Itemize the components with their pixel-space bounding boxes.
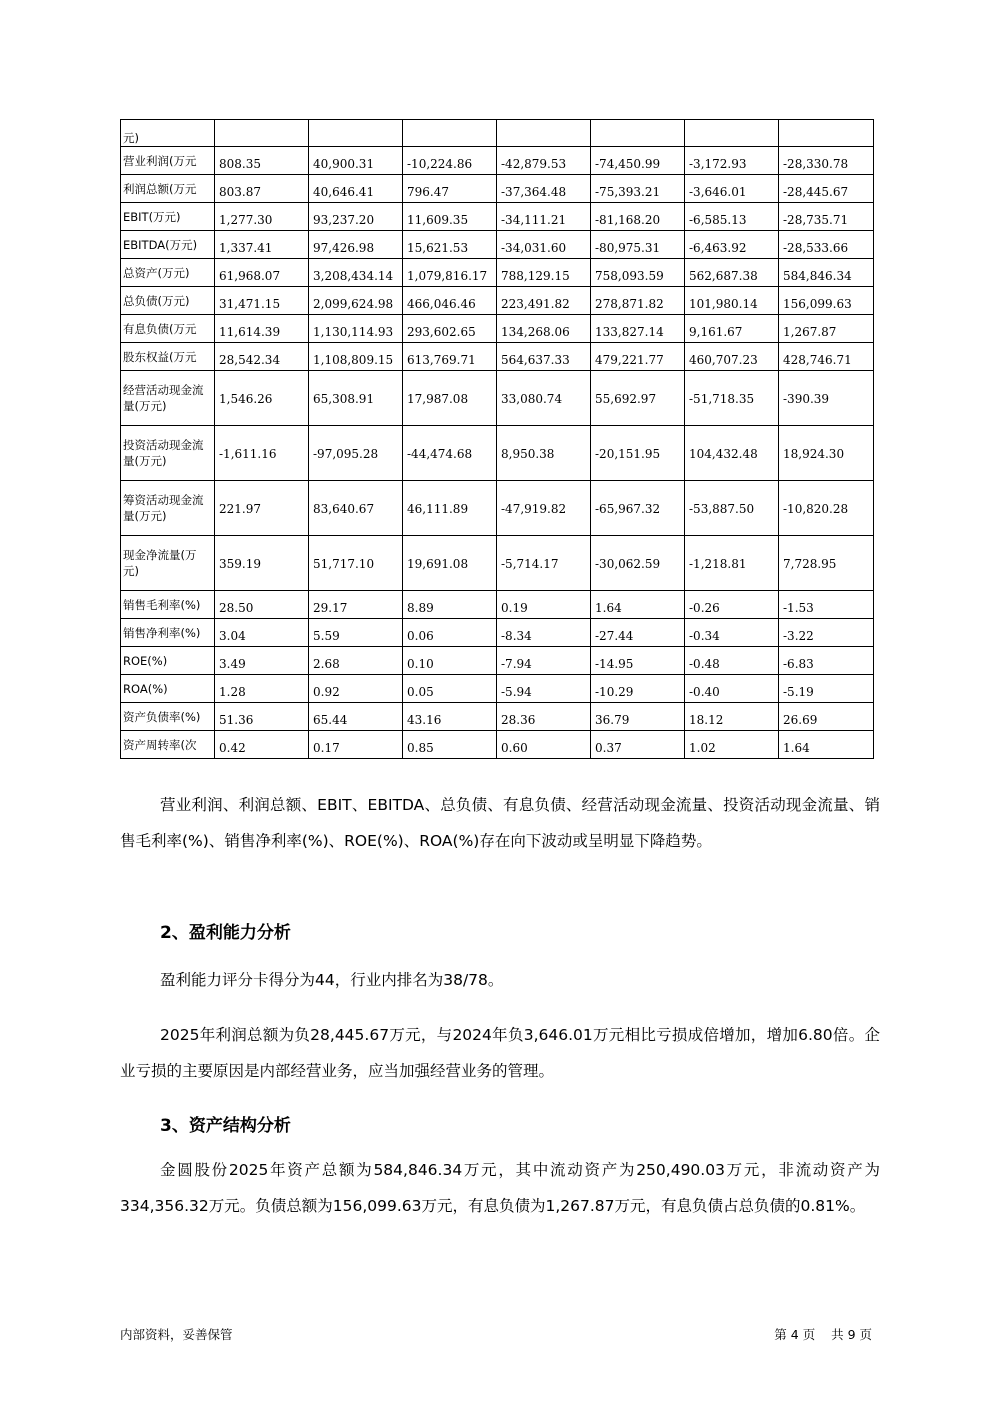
table-row xyxy=(121,287,874,315)
table-cell: -1,218.81 xyxy=(685,536,779,591)
table-cell xyxy=(403,120,497,147)
table-cell: 97,426.98 xyxy=(309,231,403,259)
table-cell: -10,224.86 xyxy=(403,147,497,175)
table-row xyxy=(121,343,874,371)
table-cell: 40,646.41 xyxy=(309,175,403,203)
table-cell: 1,277.30 xyxy=(215,203,309,231)
table-cell: 26.69 xyxy=(779,703,874,731)
section-3-paragraph-1: 金圆股份2025年资产总额为584,846.34万元，其中流动资产为250,490.03万元，非流动资产为334,356.32万元。负债总额为156,099.63万元，有息负债为1,267.87万元，有息负债占总负债的0.81%。 xyxy=(120,1161,880,1215)
table-cell: 93,237.20 xyxy=(309,203,403,231)
table-cell: 278,871.82 xyxy=(591,287,685,315)
table-cell xyxy=(497,120,591,147)
table-row xyxy=(121,371,874,426)
table-cell: 1,108,809.15 xyxy=(309,343,403,371)
row-label: 资产周转率(次 xyxy=(121,731,215,759)
table-cell: -97,095.28 xyxy=(309,426,403,481)
table-cell: -0.40 xyxy=(685,675,779,703)
table-cell: -5,714.17 xyxy=(497,536,591,591)
footer-confidential-note: 内部资料，妥善保管 xyxy=(120,1327,233,1342)
table-cell: 104,432.48 xyxy=(685,426,779,481)
table-cell: 1,079,816.17 xyxy=(403,259,497,287)
table-cell: 134,268.06 xyxy=(497,315,591,343)
table-cell: -5.19 xyxy=(779,675,874,703)
table-cell: -81,168.20 xyxy=(591,203,685,231)
table-row xyxy=(121,120,874,147)
table-cell: 28,542.34 xyxy=(215,343,309,371)
table-cell: 796.47 xyxy=(403,175,497,203)
table-cell: 18,924.30 xyxy=(779,426,874,481)
table-cell: 1,337.41 xyxy=(215,231,309,259)
table-cell xyxy=(591,120,685,147)
table-cell xyxy=(215,120,309,147)
table-cell: -44,474.68 xyxy=(403,426,497,481)
row-label: 资产负债率(%) xyxy=(121,703,215,731)
table-cell: 11,614.39 xyxy=(215,315,309,343)
table-cell: -5.94 xyxy=(497,675,591,703)
table-cell: 428,746.71 xyxy=(779,343,874,371)
row-label: 股东权益(万元 xyxy=(121,343,215,371)
row-label: ROA(%) xyxy=(121,675,215,703)
table-cell: -80,975.31 xyxy=(591,231,685,259)
table-cell: 758,093.59 xyxy=(591,259,685,287)
table-cell: -65,967.32 xyxy=(591,481,685,536)
table-row xyxy=(121,731,874,759)
table-cell: 3.49 xyxy=(215,647,309,675)
table-cell: -74,450.99 xyxy=(591,147,685,175)
table-cell: 1.64 xyxy=(779,731,874,759)
table-cell: 1,267.87 xyxy=(779,315,874,343)
table-cell: 8.89 xyxy=(403,591,497,619)
table-cell: -8.34 xyxy=(497,619,591,647)
table-cell: 51,717.10 xyxy=(309,536,403,591)
table-cell: 0.37 xyxy=(591,731,685,759)
table-cell: -47,919.82 xyxy=(497,481,591,536)
table-cell: 479,221.77 xyxy=(591,343,685,371)
table-cell: -30,062.59 xyxy=(591,536,685,591)
table-cell: 43.16 xyxy=(403,703,497,731)
table-cell: 613,769.71 xyxy=(403,343,497,371)
table-cell: 0.10 xyxy=(403,647,497,675)
table-cell: 223,491.82 xyxy=(497,287,591,315)
table-cell: -53,887.50 xyxy=(685,481,779,536)
table-cell: 584,846.34 xyxy=(779,259,874,287)
table-cell: 133,827.14 xyxy=(591,315,685,343)
table-cell: 293,602.65 xyxy=(403,315,497,343)
table-row xyxy=(121,259,874,287)
table-cell: 7,728.95 xyxy=(779,536,874,591)
table-cell: 2.68 xyxy=(309,647,403,675)
table-cell: 0.92 xyxy=(309,675,403,703)
table-cell: -28,735.71 xyxy=(779,203,874,231)
row-label: 总负债(万元) xyxy=(121,287,215,315)
row-label: 投资活动现金流量(万元) xyxy=(121,426,215,481)
table-cell: -3,172.93 xyxy=(685,147,779,175)
table-cell: -1.53 xyxy=(779,591,874,619)
table-row xyxy=(121,147,874,175)
row-label: EBIT(万元) xyxy=(121,203,215,231)
table-cell: 33,080.74 xyxy=(497,371,591,426)
table-cell: 0.42 xyxy=(215,731,309,759)
row-label: EBITDA(万元) xyxy=(121,231,215,259)
table-cell: 808.35 xyxy=(215,147,309,175)
table-cell: -6,463.92 xyxy=(685,231,779,259)
row-label: 总资产(万元) xyxy=(121,259,215,287)
table-cell: 1,130,114.93 xyxy=(309,315,403,343)
section-2-paragraph-1: 盈利能力评分卡得分为44，行业内排名为38/78。 xyxy=(160,971,504,989)
table-cell: -0.34 xyxy=(685,619,779,647)
table-cell: 101,980.14 xyxy=(685,287,779,315)
footer-page-number: 第 4 页 共 9 页 xyxy=(774,1327,872,1342)
summary-paragraph: 营业利润、利润总额、EBIT、EBITDA、总负债、有息负债、经营活动现金流量、投资活动现金流量、销售毛利率(%)、销售净利率(%)、ROE(%)、ROA(%)存在向下波动或呈明显下降趋势。 xyxy=(120,796,880,850)
table-cell: 156,099.63 xyxy=(779,287,874,315)
table-cell: 19,691.08 xyxy=(403,536,497,591)
table-cell: -0.26 xyxy=(685,591,779,619)
table-cell: 28.36 xyxy=(497,703,591,731)
table-cell: 55,692.97 xyxy=(591,371,685,426)
table-row xyxy=(121,675,874,703)
row-label: ROE(%) xyxy=(121,647,215,675)
table-cell: 3,208,434.14 xyxy=(309,259,403,287)
row-label: 筹资活动现金流量(万元) xyxy=(121,481,215,536)
table-cell: -6,585.13 xyxy=(685,203,779,231)
table-cell: 0.06 xyxy=(403,619,497,647)
table-cell: -28,445.67 xyxy=(779,175,874,203)
table-cell: -1,611.16 xyxy=(215,426,309,481)
table-row xyxy=(121,231,874,259)
table-cell: -7.94 xyxy=(497,647,591,675)
table-cell: -3.22 xyxy=(779,619,874,647)
table-cell: 83,640.67 xyxy=(309,481,403,536)
table-row xyxy=(121,591,874,619)
financial-data-table xyxy=(120,119,874,759)
table-cell: 15,621.53 xyxy=(403,231,497,259)
table-cell: 9,161.67 xyxy=(685,315,779,343)
table-cell: 5.59 xyxy=(309,619,403,647)
table-cell: 51.36 xyxy=(215,703,309,731)
table-cell: 18.12 xyxy=(685,703,779,731)
table-cell: 0.19 xyxy=(497,591,591,619)
table-cell: -27.44 xyxy=(591,619,685,647)
table-cell: 17,987.08 xyxy=(403,371,497,426)
table-cell xyxy=(685,120,779,147)
table-cell: 564,637.33 xyxy=(497,343,591,371)
table-cell: -51,718.35 xyxy=(685,371,779,426)
table-cell: -10.29 xyxy=(591,675,685,703)
table-cell: 65.44 xyxy=(309,703,403,731)
table-row xyxy=(121,703,874,731)
table-cell: 40,900.31 xyxy=(309,147,403,175)
table-cell: -75,393.21 xyxy=(591,175,685,203)
table-cell: 1.64 xyxy=(591,591,685,619)
table-cell: 803.87 xyxy=(215,175,309,203)
table-cell: 3.04 xyxy=(215,619,309,647)
table-cell: 0.60 xyxy=(497,731,591,759)
table-cell xyxy=(779,120,874,147)
section-2-heading: 2、盈利能力分析 xyxy=(160,923,291,943)
row-label: 销售净利率(%) xyxy=(121,619,215,647)
row-label: 营业利润(万元 xyxy=(121,147,215,175)
table-cell: 562,687.38 xyxy=(685,259,779,287)
row-label: 元) xyxy=(121,120,215,147)
table-cell: 31,471.15 xyxy=(215,287,309,315)
table-row xyxy=(121,619,874,647)
table-cell: 0.85 xyxy=(403,731,497,759)
section-3-heading: 3、资产结构分析 xyxy=(160,1116,291,1136)
table-cell: 1,546.26 xyxy=(215,371,309,426)
table-row xyxy=(121,481,874,536)
table-cell: -28,533.66 xyxy=(779,231,874,259)
table-cell: -34,031.60 xyxy=(497,231,591,259)
table-cell: -10,820.28 xyxy=(779,481,874,536)
table-cell: 65,308.91 xyxy=(309,371,403,426)
row-label: 经营活动现金流量(万元) xyxy=(121,371,215,426)
table-cell: 0.17 xyxy=(309,731,403,759)
table-cell: 466,046.46 xyxy=(403,287,497,315)
table-cell: 460,707.23 xyxy=(685,343,779,371)
table-cell: 221.97 xyxy=(215,481,309,536)
table-cell: -14.95 xyxy=(591,647,685,675)
table-cell: 2,099,624.98 xyxy=(309,287,403,315)
table-row xyxy=(121,536,874,591)
table-cell: -0.48 xyxy=(685,647,779,675)
table-row xyxy=(121,175,874,203)
table-cell: 788,129.15 xyxy=(497,259,591,287)
row-label: 有息负债(万元 xyxy=(121,315,215,343)
row-label: 销售毛利率(%) xyxy=(121,591,215,619)
table-cell: 1.28 xyxy=(215,675,309,703)
table-cell: -42,879.53 xyxy=(497,147,591,175)
table-cell: -34,111.21 xyxy=(497,203,591,231)
table-cell: -390.39 xyxy=(779,371,874,426)
table-row xyxy=(121,203,874,231)
row-label: 利润总额(万元 xyxy=(121,175,215,203)
table-cell: -3,646.01 xyxy=(685,175,779,203)
table-cell: 36.79 xyxy=(591,703,685,731)
row-label: 现金净流量(万元) xyxy=(121,536,215,591)
table-cell: 359.19 xyxy=(215,536,309,591)
table-row xyxy=(121,647,874,675)
section-2-paragraph-2: 2025年利润总额为负28,445.67万元，与2024年负3,646.01万元相比亏损成倍增加，增加6.80倍。企业亏损的主要原因是内部经营业务，应当加强经营业务的管理。 xyxy=(120,1026,880,1080)
table-cell: 11,609.35 xyxy=(403,203,497,231)
table-cell: 0.05 xyxy=(403,675,497,703)
table-cell: -6.83 xyxy=(779,647,874,675)
table-cell: -28,330.78 xyxy=(779,147,874,175)
table-cell: 46,111.89 xyxy=(403,481,497,536)
table-cell: 1.02 xyxy=(685,731,779,759)
table-cell: 28.50 xyxy=(215,591,309,619)
table-cell: -37,364.48 xyxy=(497,175,591,203)
table-body xyxy=(121,120,874,759)
table-cell: 61,968.07 xyxy=(215,259,309,287)
table-cell: -20,151.95 xyxy=(591,426,685,481)
table-cell: 29.17 xyxy=(309,591,403,619)
table-row xyxy=(121,426,874,481)
table-cell xyxy=(309,120,403,147)
table-row xyxy=(121,315,874,343)
table-cell: 8,950.38 xyxy=(497,426,591,481)
